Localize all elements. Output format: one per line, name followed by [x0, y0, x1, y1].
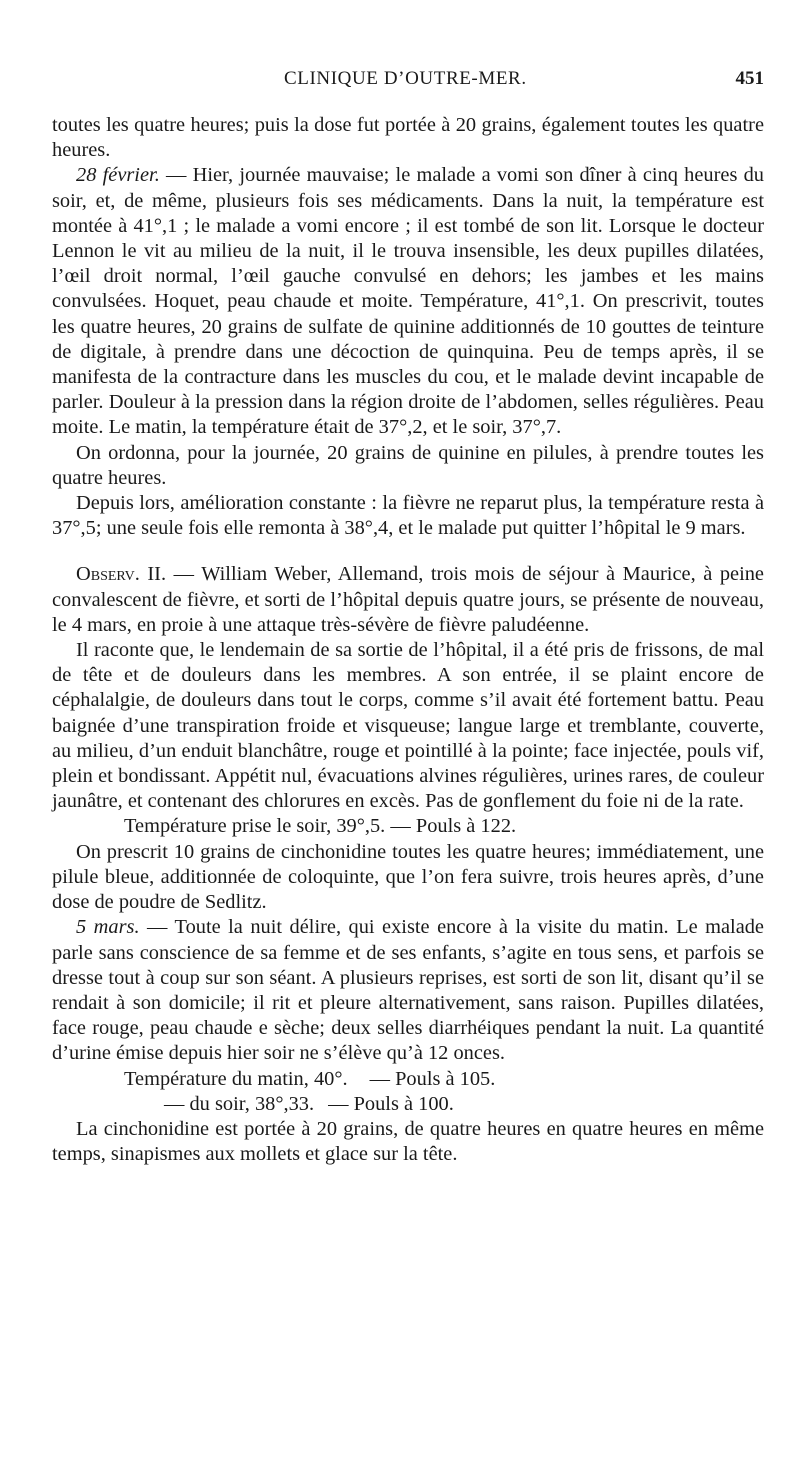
temperature-value: Température du matin, 40°. — [124, 1067, 348, 1090]
pulse-value: — Pouls à 100. — [328, 1092, 454, 1115]
body-text — [52, 113, 764, 1167]
paragraph-patient-account: Il raconte que, le lendemain de sa sortie de l’hôpital, il a été pris de frissons, de mal de tête et de douleurs dans les membres. A son entrée, il se plaint encore de céphalalgie, de douleurs dans tout le corps, comme s’il avait été fortement battu. Peau baignée d’une transpiration froide et visqueuse; langue large et tremblante, couverte, au milieu, d’un enduit blanchâtre, rouge et pointillé à la pointe; face injectée, pouls vif, plein et bondissant. Appétit nul, évacuations alvines régulières, urines rares, de couleur jaunâtre, et contenant des chlorures en excès. Pas de gonflement du foie ni de la rate. — [52, 639, 764, 813]
paragraph-cinchonidine: La cinchonidine est portée à 20 grains, de quatre heures en quatre heures en même temps, sinapismes aux mollets et glace sur la tête. — [52, 1117, 764, 1166]
entry-date: 5 mars. — [76, 916, 140, 939]
temperature-readings — [52, 1067, 764, 1117]
observation-label: Observ. II. — [76, 563, 167, 586]
entry-text: — Toute la nuit délire, qui existe encore à la visite du matin. Le malade parle sans conscience de sa femme et de ses enfants, s’agite en tous sens, et parfois se dresse tout à coup sur son séant. A plusieurs reprises, est sorti de son lit, disant qu’il se rendait à son domicile; il rit et pleure alternativement, sans raison. Pupilles dilatées, face rouge, peau chaude e sèche; deux selles diarrhéiques pendant la nuit. La quantité d’urine émise depuis hier soir ne s’élève qu’à 12 onces. — [52, 916, 764, 1065]
paragraph-prescription: On prescrit 10 grains de cinchonidine toutes les quatre heures; immédiatement, une pilule bleue, additionnée de coloquinte, que l’on fera suivre, trois heures après, d’une dose de poudre de Sedlitz. — [52, 840, 764, 914]
page-number: 451 — [735, 68, 764, 89]
paragraph-march-5 — [52, 915, 764, 1066]
temperature-value: — du soir, 38°,33. — [164, 1092, 315, 1115]
page-header — [52, 62, 764, 92]
observation-heading-paragraph — [52, 562, 764, 638]
running-title: CLINIQUE D’OUTRE-MER. — [284, 68, 527, 89]
entry-date: 28 février. — [76, 164, 160, 187]
paragraph-improvement: Depuis lors, amélioration constante : la fièvre ne reparut plus, la température resta à 37°,5; une seule fois elle remonta à 38°,4, et le malade put quitter l’hôpital le 9 mars. — [52, 492, 764, 540]
temperature-row — [124, 1067, 764, 1092]
entry-text: — Hier, journée mauvaise; le malade a vomi son dîner à cinq heures du soir, et, de même, plusieurs fois ses médicaments. Dans la nuit, la température est montée à 41°,1 ; le malade a vomi encore ; il est tombé de son lit. Lorsque le docteur Lennon le vit au milieu de la nuit, il le trouva insensible, les deux pupilles dilatées, l’œil droit normal, l’œil gauche convulsé en dehors; les jambes et les mains convulsées. Hoquet, peau chaude et moite. Température, 41°,1. On prescrivit, toutes les quatre heures, 20 grains de sulfate de quinine additionnés de 10 gouttes de teinture de digitale, à prendre dans une décoction de quinquina. Peu de temps après, il se manifesta de la contracture dans les muscles du cou, et le malade devint incapable de parler. Douleur à la pression dans la région droite de l’abdomen, selles régulières. Peau moite. Le matin, la température était de 37°,2, et le soir, 37°,7. — [52, 164, 764, 439]
temperature-evening-line: Température prise le soir, 39°,5. — Pouls à 122. — [124, 815, 517, 838]
observation-text: — William Weber, Allemand, trois mois de séjour à Maurice, à peine convalescent de fièvre, et sorti de l’hôpital depuis quatre jours, se présente de nouveau, le 4 mars, en proie à une attaque très-sévère de fièvre paludéenne. — [52, 563, 764, 636]
paragraph-february-28 — [52, 163, 764, 440]
paragraph-continuation: toutes les quatre heures; puis la dose fut portée à 20 grains, également toutes les quatre heures. — [52, 114, 764, 162]
paragraph-quinine-order: On ordonna, pour la journée, 20 grains de quinine en pilules, à prendre toutes les quatre heures. — [52, 441, 764, 489]
pulse-value: — Pouls à 105. — [369, 1067, 496, 1090]
temperature-row — [124, 1092, 764, 1117]
